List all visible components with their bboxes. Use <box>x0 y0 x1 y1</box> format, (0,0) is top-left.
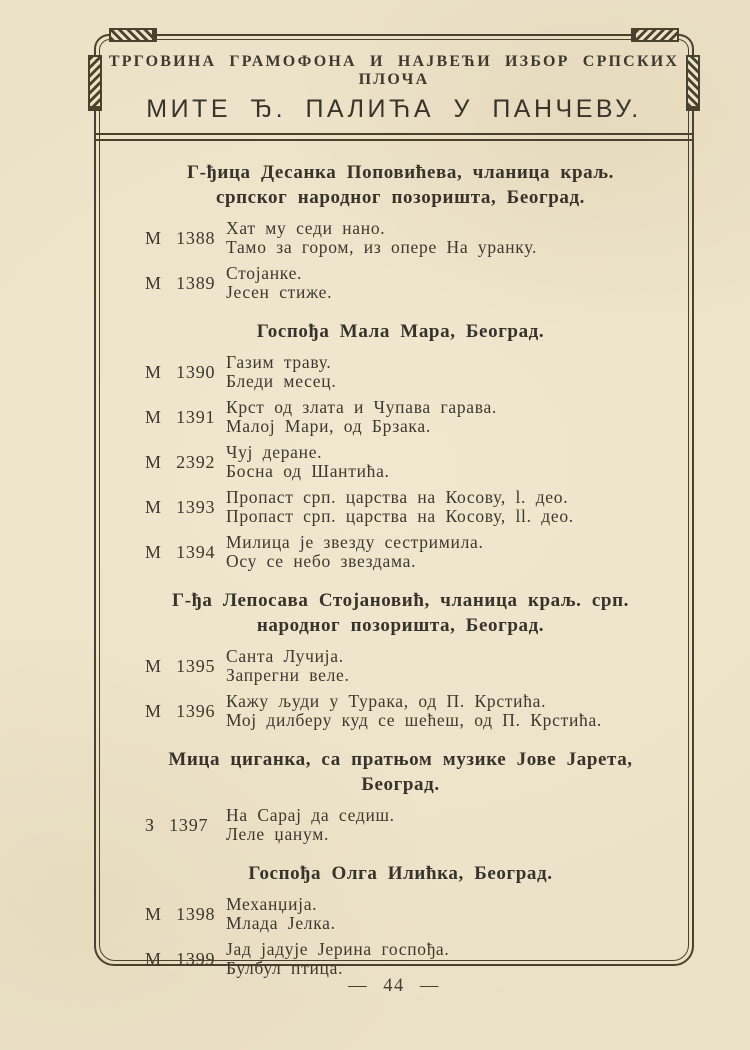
record-entry <box>145 895 656 933</box>
record-catalog-number: М 1394 <box>145 541 216 562</box>
record-entry <box>145 488 656 526</box>
section-heading <box>145 861 656 886</box>
record-title-line: Булбул птица. <box>226 958 344 978</box>
catalog-section <box>145 747 656 844</box>
section-heading-line: Г-ђица Десанка Поповићева, чланица краљ. <box>186 162 615 183</box>
record-titles <box>226 488 656 526</box>
record-title-line: Санта Лучија. <box>226 646 344 666</box>
section-heading-line: Госпођа Олга Илићка, Београд. <box>248 863 553 884</box>
record-title-line: Крст од злата и Чупава гарава. <box>226 397 498 417</box>
border-ornament-top-left-horizontal <box>109 28 157 42</box>
section-heading-line: Мица циганка, са пратњом музике Јове Јарета, <box>168 749 633 770</box>
section-heading-line: Г-ђа Лепосава Стојановић, чланица краљ. срп. <box>172 590 629 611</box>
record-title-line: Газим траву. <box>226 352 332 372</box>
record-entry <box>145 692 656 730</box>
catalog-section <box>145 861 656 978</box>
record-catalog-number: М 1393 <box>145 496 216 517</box>
section-heading <box>145 319 656 344</box>
record-catalog-number: М 1399 <box>145 948 216 969</box>
record-entry <box>145 443 656 481</box>
section-heading-line: Госпођа Мала Мара, Београд. <box>256 321 545 342</box>
record-titles <box>226 895 656 933</box>
record-titles <box>226 647 656 685</box>
record-title-line: Босна од Шантића. <box>226 461 390 481</box>
record-titles <box>226 398 656 436</box>
section-heading-line: српског народног позоришта, Београд. <box>215 187 586 208</box>
record-title-line: Јесен стиже. <box>226 282 333 302</box>
record-catalog-number: М 2392 <box>145 451 216 472</box>
record-title-line: Милица је звезду сестримила. <box>226 532 484 552</box>
header-separator-rule <box>96 133 692 141</box>
border-ornament-top-left-vertical <box>88 55 102 111</box>
record-titles <box>226 692 656 730</box>
record-entry <box>145 219 656 257</box>
record-entry <box>145 647 656 685</box>
catalog-section <box>145 160 656 302</box>
record-title-line: Пропаст срп. царства на Косову, ll. део. <box>226 506 574 526</box>
record-entry <box>145 264 656 302</box>
record-title-line: Механџија. <box>226 894 318 914</box>
record-title-line: Млада Јелка. <box>226 913 336 933</box>
shop-title: МИТЕ Ђ. ПАЛИЋА У ПАНЧЕВУ. <box>146 95 642 123</box>
page-number: — 44 — <box>348 976 440 996</box>
border-ornament-top-right-horizontal <box>631 28 679 42</box>
record-titles <box>226 806 656 844</box>
record-title-line: Леле џанум. <box>226 824 330 844</box>
record-title-line: Осу се небо звездама. <box>226 551 417 571</box>
record-title-line: Јад јадује Јерина госпођа. <box>226 939 450 959</box>
record-titles <box>226 533 656 571</box>
record-catalog-number: М 1389 <box>145 272 216 293</box>
record-title-line: Стојанке. <box>226 263 303 283</box>
section-heading-line: Београд. <box>361 774 440 795</box>
record-title-line: Запрегни веле. <box>226 665 350 685</box>
record-titles <box>226 940 656 978</box>
record-titles <box>226 264 656 302</box>
record-catalog-number: М 1396 <box>145 700 216 721</box>
record-catalog-number: М 1391 <box>145 406 216 427</box>
record-title-line: Кажу људи у Турака, од П. Крстића. <box>226 691 547 711</box>
record-entry <box>145 353 656 391</box>
record-title-line: Бледи месец. <box>226 371 337 391</box>
section-heading <box>145 747 656 797</box>
header-tagline: ТРГОВИНА ГРАМОФОНА И НАЈВЕЋИ ИЗБОР СРПСКИХ ПЛОЧА <box>108 53 680 88</box>
section-heading <box>145 160 656 210</box>
decorative-border-frame <box>94 34 694 978</box>
record-entry <box>145 806 656 844</box>
catalog-section <box>145 319 656 571</box>
record-title-line: Малој Мари, од Брзака. <box>226 416 431 436</box>
record-entry <box>145 940 656 978</box>
record-entry <box>145 398 656 436</box>
border-ornament-top-right-vertical <box>686 55 700 111</box>
section-heading <box>145 588 656 638</box>
record-titles <box>226 353 656 391</box>
record-title-line: Мој дилберу куд се шећеш, од П. Крстића. <box>226 710 602 730</box>
catalog-section <box>145 588 656 730</box>
record-titles <box>226 219 656 257</box>
record-catalog-number: М 1388 <box>145 227 216 248</box>
record-entry <box>145 533 656 571</box>
page-header <box>96 36 692 141</box>
record-title-line: Чуј деране. <box>226 442 323 462</box>
record-title-line: На Сарај да седиш. <box>226 805 395 825</box>
record-title-line: Пропаст срп. царства на Косову, l. део. <box>226 487 569 507</box>
record-catalog-number: М 1398 <box>145 903 216 924</box>
record-catalog-number: З 1397 <box>145 814 209 835</box>
record-catalog-number: М 1395 <box>145 655 216 676</box>
record-listing <box>96 141 692 978</box>
record-catalog-number: М 1390 <box>145 361 216 382</box>
record-titles <box>226 443 656 481</box>
record-title-line: Хат му седи нано. <box>226 218 386 238</box>
section-heading-line: народног позоришта, Београд. <box>256 615 545 636</box>
record-title-line: Тамо за гором, из опере На уранку. <box>226 237 538 257</box>
